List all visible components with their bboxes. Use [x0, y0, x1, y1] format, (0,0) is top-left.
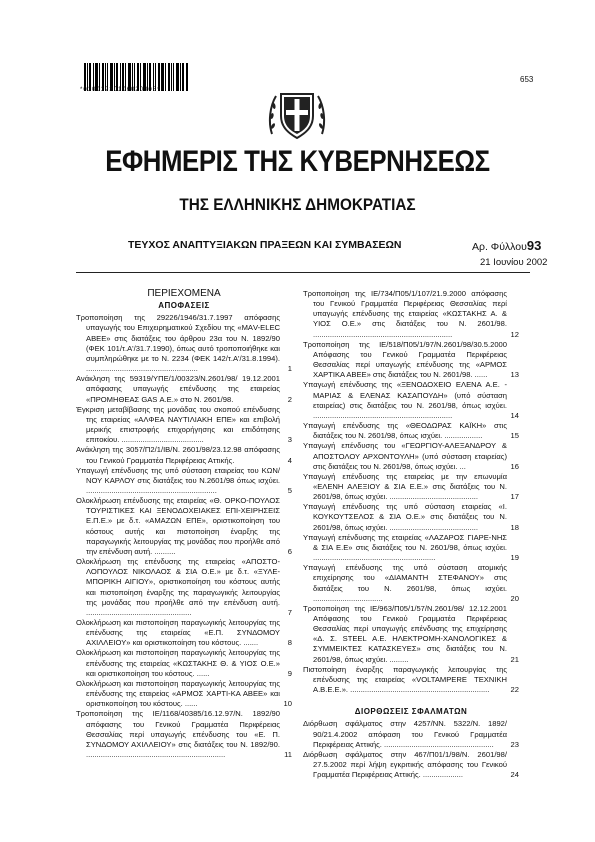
toc-entry[interactable]: [303, 340, 519, 381]
toc-entry-page: 3: [287, 435, 292, 445]
toc-left-column: [76, 289, 292, 760]
toc-entry-text: Έγκριση μεταβίβασης της μονάδας του σκοπού επένδυσης της εταιρείας «ΑΛΦΕΑ ΝΑΥΤΙΛΙΑΚΗ ΕΠΕ» και επιβολή μερικής επιστροφής επιχορήγησης και επιδότησης επιτοκίου. .......................................: [76, 404, 280, 445]
gazette-subtitle: ΤΗΣ ΕΛΛΗΝΙΚΗΣ ΔΗΜΟΚΡΑΤΙΑΣ: [179, 195, 416, 214]
toc-entry-page: 2: [287, 394, 292, 404]
toc-entry-text: Υπαγωγή επένδυσης της «ΘΕΟΔΩΡΑΣ ΚΑΪΚΗ» στις διατάξεις του Ν. 2601/98, όπως ισχύει. ..................: [303, 421, 507, 441]
toc-entry[interactable]: [76, 445, 292, 465]
toc-correction-entries: [303, 719, 519, 780]
toc-entry-text: Υπαγωγή επένδυσης του «ΓΕΩΡΓΙΟΥ-ΑΛΕΞΑΝΔΡΟΥ & ΑΠΟΣΤΟΛΟΥ ΑΡΧΟΝΤΟΥΛΗ» (υπό σύσταση εταιρείας) στις διατάξεις του Ν. 2601/98, όπως ισχύει. ...: [303, 441, 507, 471]
spacer: [303, 695, 519, 707]
toc-entry[interactable]: [303, 750, 519, 780]
toc-entry-page: 18: [510, 522, 519, 532]
toc-entry-page: 14: [510, 410, 519, 420]
toc-heading: ΠΕΡΙΕΧΟΜΕΝΑ: [147, 288, 221, 299]
toc-entry-page: 1: [287, 364, 292, 374]
toc-entry[interactable]: [76, 466, 292, 496]
toc-entry[interactable]: [76, 679, 292, 709]
toc-entry-text: Ολοκλήρωση και πιστοποίηση παραγωγικής λειτουργίας της επένδυσης της εταιρείας «Ε.Π. ΣΥΝΔΟΜΟΥ ΑΧΙΛΛΕΙΟΥ» και οριστικοποίηση του κόστους. .......: [76, 618, 280, 648]
toc-entry-text: Υπαγωγή επένδυσης της υπό σύσταση εταιρείας του ΚΩΝ/ΝΟΥ ΚΑΡΛΟΥ στις διατάξεις του Ν.2601/98 όπως ισχύει. ..............................................................: [76, 465, 280, 495]
toc-entry-text: Ολοκλήρωση και πιστοποίηση παραγωγικής λειτουργίας της επένδυσης της εταιρείας «ΚΩΣΤΑΚΗΣ Θ. & ΥΙΟΣ Ο.Ε.» και οριστικοποίηση του κόστους. ......: [76, 648, 280, 678]
toc-entry[interactable]: [76, 709, 292, 760]
toc-entry[interactable]: [303, 563, 519, 604]
toc-entry-text: Υπαγωγή επένδυσης της εταιρείας με την επωνυμία «ΕΛΕΝΗ ΑΛΕΞΙΟΥ & ΣΙΑ Ε.Ε.» στις διατάξεις του Ν. 2601/98, όπως ισχύει. ..........................................: [303, 471, 507, 502]
toc-entry[interactable]: [303, 719, 519, 749]
toc-entry-page: 13: [510, 370, 519, 380]
toc-entry-page: 6: [287, 546, 292, 556]
toc-entry-text: Υπαγωγή επένδυσης της εταιρείας «ΛΑΖΑΡΟΣ ΓΙΑΡΕ-ΝΗΣ & ΣΙΑ Ε.Ε» στις διατάξεις του Ν. 2601/98, όπως ισχύει. ..........................................................: [303, 532, 507, 563]
toc-entry-text: Ανάκληση της 59319/ΥΠΕ/1/00323/Ν.2601/98/ 19.12.2001 απόφασης υπαγωγής επένδυσης της εταιρείας «ΠΡΟΜΗΘΕΑΣ GAS Α.Ε.» στο Ν. 2601/98.: [76, 374, 280, 404]
toc-entry-page: 11: [284, 750, 292, 760]
toc-entry-page: 21: [510, 654, 519, 664]
toc-entry-text: Ανάκληση της 3057/Π2/1/ΙΒ/Ν. 2601/98/23.12.98 απόφασης του Γενικού Γραμματέα Περιφέρειας Αττικής.: [76, 445, 280, 465]
corrections-heading: ΔΙΟΡΘΩΣΕΙΣ ΣΦΑΛΜΑΤΩΝ: [354, 707, 468, 717]
toc-entry-text: Τροποποίηση της ΙΕ/1168/40385/16.12.97/Ν. 1892/90 απόφασης του Γενικού Γραμματέα Περιφέρειας Θεσσαλίας περί υπαγωγής επένδυσης του «Ε. Π. ΣΥΝΔΟΜΟΥ ΑΧΙΛΛΕΙΟΥ» στις διατάξεις του Ν. 1892/90. ..................................................................: [76, 709, 280, 760]
toc-entry-page: 5: [287, 485, 292, 495]
issue-date: 21 Ιουνίου 2002: [480, 257, 548, 268]
toc-entry[interactable]: [76, 496, 292, 557]
gazette-title: ΕΦΗΜΕΡΙΣ ΤΗΣ ΚΥΒΕΡΝΗΣΕΩΣ: [105, 145, 490, 178]
toc-entry-page: 12: [510, 329, 519, 339]
toc-entry-page: 24: [510, 770, 519, 780]
toc-entry-page: 9: [287, 668, 292, 678]
sheet-label: Αρ. Φύλλου: [472, 241, 527, 253]
toc-entry-page: 23: [510, 739, 519, 749]
toc-entry-text: Ολοκλήρωση και πιστοποίηση παραγωγικής λειτουργίας της επένδυσης της εταιρείας «ΑΡΜΟΣ ΧΑΡΤΙ-ΚΑ ΑΒΕΕ» και οριστικοποίηση του κόστους. ......: [76, 678, 280, 709]
toc-entry[interactable]: [303, 665, 519, 695]
barcode-number: *01001930106020008*: [80, 87, 161, 93]
toc-entry[interactable]: [76, 557, 292, 618]
toc-entry[interactable]: [303, 604, 519, 665]
toc-entry-text: Ολοκλήρωση της επένδυσης της εταιρείας «ΑΠΟΣΤΟ-ΛΟΠΟΥΛΟΣ ΝΙΚΟΛΑΟΣ & ΣΙΑ Ο.Ε.» με δ.τ. «ΞΥΛΕ-ΜΠΟΡΙΚΗ ΑΙΓΙΟΥ», οριστικοποίηση του κόστους αυτής και πιστοποίηση έναρξης της παραγωγικής λειτουργίας της μονάδας που προήλθε από την επένδυση αυτή. ..................................................: [76, 557, 280, 617]
toc-entry-page: 4: [287, 455, 292, 465]
toc-entry-text: Τροποποίηση της ΙΕ/734/Π05/1/107/21.9.2000 απόφασης του Γενικού Γραμματέα Περιφέρειας Θεσσαλίας περί υπαγωγής επένδυσης της εταιρείας «ΚΩΣΤΑΚΗΣ Α. & ΥΙΟΣ Ο.Ε.» στις διατάξεις του Ν. 2601/98. ..................................................................: [303, 289, 507, 339]
toc-entry-text: Διόρθωση σφάλματος στην 4257/ΝΝ. 5322/Ν. 1892/ 90/21.4.2002 απόφαση του Γενικού Γραμματέα Περιφέρειας Αττικής. ....................................................: [303, 719, 507, 749]
issue-type: ΤΕΥΧΟΣ ΑΝΑΠΤΥΞΙΑΚΩΝ ΠΡΑΞΕΩΝ ΚΑΙ ΣΥΜΒΑΣΕΩΝ: [128, 239, 402, 251]
toc-entry-page: 20: [510, 593, 519, 603]
page-number: 653: [520, 75, 534, 84]
toc-entry-text: Υπαγωγή επένδυσης της υπό σύσταση ατομικής επιχείρησης του «ΔΙΑΜΑΝΤΗ ΣΤΕΦΑΝΟΥ» στις διατάξεις του Ν. 2601/98, όπως ισχύει. .................................: [303, 563, 507, 603]
toc-entry[interactable]: [303, 380, 519, 421]
toc-entry-page: 15: [510, 431, 519, 441]
decisions-heading: ΑΠΟΦΑΣΕΙΣ: [158, 301, 210, 311]
toc-entry-text: Τροποποίηση της 29226/1946/31.7.1997 απόφασης υπαγωγής του Επιχειρηματικού Σχεδίου της «ΜΑV-ELEC ΑΒΕΕ» στις διατάξεις του άρθρου 23α του Ν. 1892/90 (ΦΕΚ 101/τ.Α'/31.7.1990), όπως αυτό τροποποιήθηκε και συμπληρώθηκε με το Ν. 2234 (ΦΕΚ 142/τ.Α'/31.8.1994). .....................................................: [76, 313, 280, 374]
toc-entry-text: Υπαγωγή επένδυσης της «ΞΕΝΟΔΟΧΕΙΟ ΕΛΕΝΑ Α.Ε. - ΜΑΡΙΑΣ & ΕΛΕΝΑΣ ΚΑΣΑΠΟΥΔΗ» (υπό σύσταση εταιρείας) στις διατάξεις του Ν. 2601/98, όπως ισχύει. ..................................................................: [303, 380, 507, 420]
toc-entry[interactable]: [76, 618, 292, 648]
greek-coat-of-arms-icon: [266, 82, 328, 144]
sheet-number: [472, 238, 541, 253]
toc-entry-text: Τροποποίηση της ΙΕ/963/Π05/1/57/Ν.2601/98/ 12.12.2001 Απόφασης του Γενικού Γραμματέα Περιφέρειας Θεσσαλίας περί υπαγωγής επένδυσης της επιχείρησης «Δ. Σ. STEEL Α.Ε. ΗΛΕΚΤΡΟΜΗ-ΧΑΝΟΛΟΓΙΚΕΣ & ΣΥΜΜΕΙΚΤΕΣ ΚΑΤΑΣΚΕΥΕΣ» στις διατάξεις του Ν. 2601/98, όπως ισχύει. .........: [303, 603, 507, 664]
header-divider: [76, 272, 530, 273]
toc-entry-page: 16: [510, 461, 519, 471]
toc-right-column: [303, 289, 519, 780]
toc-entry[interactable]: [303, 289, 519, 340]
toc-entry-text: Τροποποίηση της ΙΕ/518/Π05/1/97/Ν.2601/98/30.5.2000 Απόφασης του Γενικού Γραμματέα Περιφέρειας Θεσσαλίας περί υπαγωγής επένδυσης της «ΑΡΜΟΣ ΧΑΡΤΙΚΑ ΑΒΕΕ» στις διατάξεις του Ν. 2601/98. ......: [303, 339, 507, 380]
toc-entry[interactable]: [76, 648, 292, 678]
toc-entry[interactable]: [303, 472, 519, 502]
toc-entry[interactable]: [303, 441, 519, 471]
sheet-number-value: 93: [526, 238, 542, 253]
toc-entry[interactable]: [303, 502, 519, 532]
toc-entry-page: 22: [510, 685, 519, 695]
toc-entry-page: 7: [287, 607, 292, 617]
toc-entry-page: 17: [510, 492, 519, 502]
toc-entry[interactable]: [76, 374, 292, 404]
toc-entry-text: Υπαγωγή επένδυσης της υπό σύσταση εταιρείας «Ι. ΚΟΥΚΟΥΤΣΕΛΟΣ & ΣΙΑ Ο.Ε.» στις διατάξεις του Ν. 2601/98, όπως ισχύει. ..........................................: [303, 502, 507, 532]
toc-entry[interactable]: [76, 405, 292, 446]
toc-entry[interactable]: [303, 533, 519, 563]
toc-entry-text: Πιστοποίηση έναρξης παραγωγικής λειτουργίας της επένδυσης της εταιρείας «VOLTAMPERE ΤΕΧΝΙΚΗ Α.Β.Ε.Ε.». ..................................................................: [303, 664, 507, 695]
toc-entry-page: 10: [283, 699, 292, 709]
toc-entry[interactable]: [303, 421, 519, 441]
toc-entry-page: 8: [287, 638, 292, 648]
toc-entry[interactable]: [76, 313, 292, 374]
toc-entry-text: Ολοκλήρωση επένδυσης της εταιρείας «Θ. ΟΡΚΟ-ΠΟΥΛΟΣ ΤΟΥΡΙΣΤΙΚΕΣ ΚΑΙ ΞΕΝΟΔΟΧΕΙΑΚΕΣ ΕΠΙ-ΧΕΙΡΗΣΕΙΣ Ε.Π.Ε.» με δ.τ. «ΑΜΑΖΩΝ ΕΠΕ», οριστικοποίηση του κόστους αυτής και πιστοποίηση έναρξης της παραγωγικής λειτουργίας της μονάδας που προήλθε από την επένδυση αυτή. ..........: [76, 496, 280, 556]
toc-right-entries: [303, 289, 519, 695]
toc-entry-page: 19: [510, 553, 519, 563]
toc-entry-text: Διόρθωση σφάλματος στην 467/Π01/1/98/Ν. 2601/98/ 27.5.2002 περί λήψη εγκριτικής απόφασης του Γενικού Γραμματέα Περιφέρειας Αττικής. ...................: [303, 749, 507, 780]
